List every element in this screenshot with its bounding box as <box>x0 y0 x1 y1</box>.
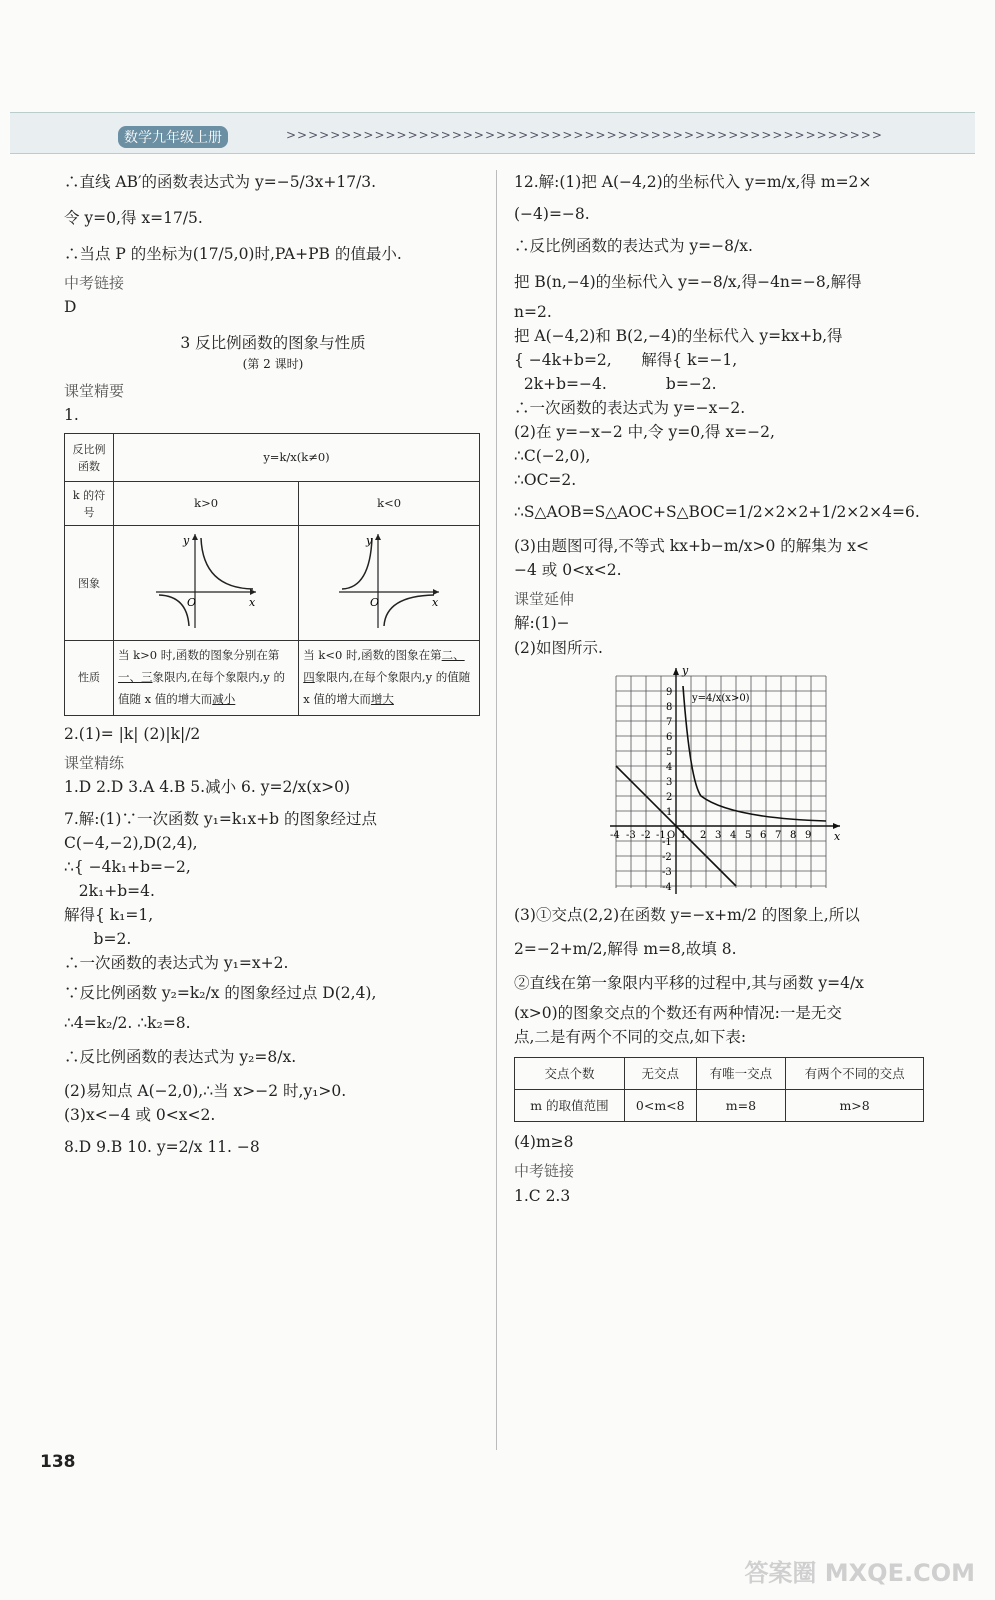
text-line: (3)由题图可得,不等式 kx+b−m/x>0 的解集为 x< <box>514 537 869 556</box>
text-line: 2k₁+b=4. <box>64 881 155 900</box>
svg-text:7: 7 <box>666 716 673 728</box>
section-heading: 中考链接 <box>64 274 125 293</box>
text-line: ∴一次函数的表达式为 y=−x−2. <box>514 399 746 418</box>
text-line: b=2. <box>64 929 132 948</box>
text-line: ∵反比例函数 y₂=k₂/x 的图象经过点 D(2,4), <box>64 983 377 1002</box>
text-line: 2.(1)= |k| (2)|k|/2 <box>64 724 201 743</box>
table-cell: m 的取值范围 <box>515 1089 625 1121</box>
text-line: ∴4=k₂/2. ∴k₂=8. <box>64 1013 191 1032</box>
svg-text:y: y <box>366 534 373 548</box>
curve-label: y=4/x(x>0) <box>692 692 750 704</box>
svg-text:y: y <box>183 534 190 548</box>
text-line: 把 B(n,−4)的坐标代入 y=−8/x,得−4n=−8,解得 <box>514 273 862 292</box>
svg-text:-3: -3 <box>626 829 636 841</box>
table-cell: 当 k>0 时,函数的图象分别在第一、三象限内,在每个象限内,y 的值随 x 值的增大而减小 <box>114 641 299 716</box>
text-line: 点,二是有两个不同的交点,如下表: <box>514 1027 747 1046</box>
text-line: ∴直线 AB′的函数表达式为 y=−5/3x+17/3. <box>64 173 377 191</box>
table-cell: k<0 <box>299 482 480 526</box>
svg-text:x: x <box>249 596 256 610</box>
svg-text:7: 7 <box>775 829 782 841</box>
text-line: (2)易知点 A(−2,0),∴当 x>−2 时,y₁>0. <box>64 1081 347 1100</box>
table-cell: 反比例函数 <box>65 434 114 482</box>
function-graph <box>610 666 932 903</box>
svg-text:9: 9 <box>666 686 673 698</box>
properties-table <box>64 433 480 715</box>
svg-text:8: 8 <box>666 701 673 713</box>
text-line: 2=−2+m/2,解得 m=8,故填 8. <box>514 939 737 958</box>
svg-text:9: 9 <box>805 829 812 841</box>
text-line: 7.解:(1)∵一次函数 y₁=k₁x+b 的图象经过点 <box>64 809 378 828</box>
svg-text:-3: -3 <box>662 866 672 878</box>
text-line: (2)如图所示. <box>514 638 603 657</box>
text-line: ∴当点 P 的坐标为(17/5,0)时,PA+PB 的值最小. <box>64 245 402 264</box>
table-cell: 有唯一交点 <box>696 1057 786 1089</box>
table-cell: m=8 <box>696 1089 786 1121</box>
svg-text:1: 1 <box>666 806 673 818</box>
section-heading: 课堂精练 <box>64 753 125 772</box>
table-cell: 性质 <box>65 641 114 716</box>
section-heading: 课堂精要 <box>64 381 125 400</box>
text-line: ∴反比例函数的表达式为 y=−8/x. <box>514 237 753 256</box>
svg-text:y: y <box>682 665 689 677</box>
answer: D <box>64 298 77 317</box>
svg-text:-1: -1 <box>656 829 666 841</box>
text-line: 解得{ k₁=1, <box>64 905 154 924</box>
table-cell: m>8 <box>786 1089 924 1121</box>
svg-text:x: x <box>432 596 439 610</box>
svg-text:5: 5 <box>666 746 673 758</box>
svg-text:-2: -2 <box>641 829 651 841</box>
section-heading: 中考链接 <box>514 1162 575 1181</box>
graph-svg <box>610 666 850 896</box>
svg-text:-4: -4 <box>610 829 620 841</box>
text-line: 8.D 9.B 10. y=2/x 11. −8 <box>64 1138 260 1156</box>
watermark: 答案圈 MXQE.COM <box>744 1559 975 1587</box>
svg-text:O: O <box>370 596 380 610</box>
text-line: (4)m≥8 <box>514 1133 574 1152</box>
text-line: ∴反比例函数的表达式为 y₂=8/x. <box>64 1047 297 1066</box>
text-line: (3)x<−4 或 0<x<2. <box>64 1105 216 1124</box>
text-line: −4 或 0<x<2. <box>514 561 622 580</box>
section-heading: 课堂延伸 <box>514 590 575 609</box>
text-line: n=2. <box>514 303 552 322</box>
text-line: ∴S△AOB=S△AOC+S△BOC=1/2×2×2+1/2×2×4=6. <box>514 503 920 522</box>
text-line: 12.解:(1)把 A(−4,2)的坐标代入 y=m/x,得 m=2× <box>514 173 872 191</box>
svg-text:-1: -1 <box>662 836 672 848</box>
section-title: 3 反比例函数的图象与性质 <box>180 334 366 353</box>
question-number: 1. <box>64 406 79 425</box>
hyperbola-k-negative <box>334 530 444 630</box>
page-number: 138 <box>40 1452 76 1472</box>
lesson-label: (第 2 课时) <box>242 357 304 372</box>
text-line: { −4k+b=2, 解得{ k=−1, <box>514 351 738 370</box>
text-line: ∴C(−2,0), <box>514 447 591 466</box>
table-cell: y=k/x(k≠0) <box>114 434 480 482</box>
table-cell: 有两个不同的交点 <box>786 1057 924 1089</box>
svg-text:-2: -2 <box>662 851 672 863</box>
text-line: 2k+b=−4. b=−2. <box>514 375 717 394</box>
hyperbola-k-positive <box>151 530 261 630</box>
header-title: 数学九年级上册 <box>118 126 228 148</box>
table-cell: 图象 <box>65 526 114 641</box>
svg-text:2: 2 <box>700 829 707 841</box>
table-cell: 无交点 <box>624 1057 696 1089</box>
svg-text:O: O <box>667 829 676 841</box>
text-line: ∴OC=2. <box>514 471 577 490</box>
text-line: (x>0)的图象交点的个数还有两种情况:一是无交 <box>514 1003 842 1022</box>
svg-text:3: 3 <box>666 776 673 788</box>
text-line: ∴一次函数的表达式为 y₁=x+2. <box>64 953 289 972</box>
svg-text:-4: -4 <box>662 881 672 893</box>
svg-text:4: 4 <box>666 761 673 773</box>
left-column <box>64 170 482 1159</box>
text-line: (2)在 y=−x−2 中,令 y=0,得 x=−2, <box>514 423 775 442</box>
svg-text:O: O <box>187 596 197 610</box>
text-line: ②直线在第一象限内平移的过程中,其与函数 y=4/x <box>514 973 864 992</box>
table-cell: 交点个数 <box>515 1057 625 1089</box>
svg-text:5: 5 <box>745 829 752 841</box>
text-line: 令 y=0,得 x=17/5. <box>64 209 203 228</box>
svg-text:8: 8 <box>790 829 797 841</box>
text-line: (3)①交点(2,2)在函数 y=−x+m/2 的图象上,所以 <box>514 905 860 924</box>
svg-text:3: 3 <box>715 829 722 841</box>
graph-cell-negative <box>299 526 480 641</box>
text-line: (−4)=−8. <box>514 205 590 224</box>
text-line: C(−4,−2),D(2,4), <box>64 833 198 852</box>
table-cell: k 的符号 <box>65 482 114 526</box>
svg-text:2: 2 <box>666 791 673 803</box>
intersection-table <box>514 1057 924 1123</box>
svg-text:6: 6 <box>666 731 673 743</box>
svg-text:6: 6 <box>760 829 767 841</box>
header-arrows: >>>>>>>>>>>>>>>>>>>>>>>>>>>>>>>>>>>>>>>>>>>>>>>>>>>>>> <box>286 128 883 142</box>
column-divider <box>496 170 497 1450</box>
text-line: 1.C 2.3 <box>514 1186 571 1205</box>
text-line: ∴{ −4k₁+b=−2, <box>64 857 191 876</box>
right-column <box>514 170 932 1208</box>
svg-text:4: 4 <box>730 829 737 841</box>
table-cell: 0<m<8 <box>624 1089 696 1121</box>
svg-text:x: x <box>834 829 841 843</box>
text-line: 把 A(−4,2)和 B(2,−4)的坐标代入 y=kx+b,得 <box>514 327 843 346</box>
table-cell: k>0 <box>114 482 299 526</box>
text-line: 解:(1)− <box>514 614 570 633</box>
svg-text:1: 1 <box>680 829 687 841</box>
text-line: 1.D 2.D 3.A 4.B 5.减小 6. y=2/x(x>0) <box>64 777 350 796</box>
graph-cell-positive <box>114 526 299 641</box>
table-cell: 当 k<0 时,函数的图象在第二、四象限内,在每个象限内,y 的值随 x 值的增大而增大 <box>299 641 480 716</box>
